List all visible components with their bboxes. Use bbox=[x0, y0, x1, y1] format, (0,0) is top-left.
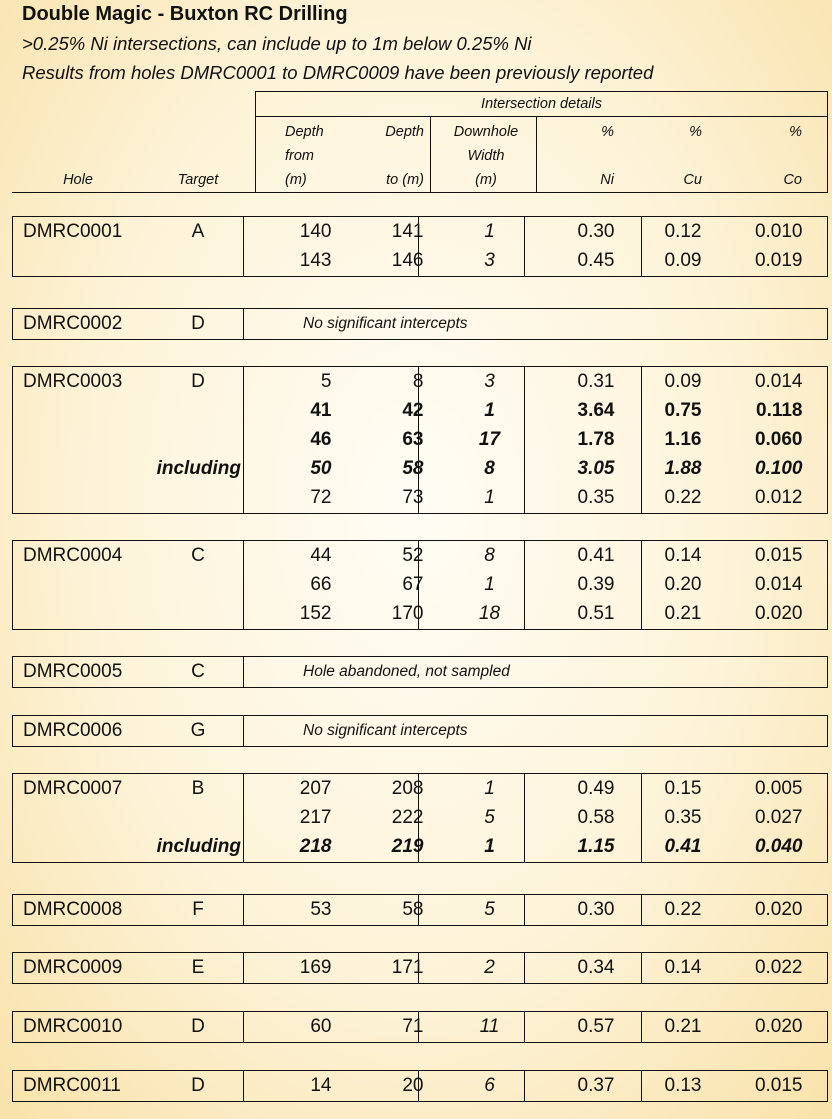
cell-from: 218 bbox=[299, 836, 332, 857]
cell-to: 219 bbox=[391, 836, 424, 857]
cell-cu: 0.09 bbox=[664, 250, 702, 271]
cell-ni: 3.64 bbox=[577, 400, 615, 421]
cell-ni: 0.30 bbox=[577, 899, 615, 920]
cell-from: 14 bbox=[310, 1075, 332, 1096]
cell-to: 67 bbox=[402, 574, 424, 595]
cell-to: 71 bbox=[402, 1016, 424, 1037]
cell-co: 0.060 bbox=[754, 429, 803, 450]
cell-cu: 0.09 bbox=[664, 371, 702, 392]
cell-cu: 1.16 bbox=[664, 429, 702, 450]
column-divider bbox=[524, 1071, 525, 1101]
cell-to: 73 bbox=[402, 487, 424, 508]
col-header-cu-2: Cu bbox=[683, 172, 702, 188]
cell-width: 1 bbox=[484, 574, 495, 595]
hole-id: DMRC0003 bbox=[23, 371, 123, 392]
cell-cu: 0.14 bbox=[664, 545, 702, 566]
cell-ni: 0.51 bbox=[577, 603, 615, 624]
status-note: No significant intercepts bbox=[303, 315, 468, 332]
column-divider bbox=[243, 1071, 244, 1101]
cell-cu: 0.22 bbox=[664, 487, 702, 508]
hole-group bbox=[12, 1070, 828, 1102]
cell-ni: 0.37 bbox=[577, 1075, 615, 1096]
column-divider bbox=[243, 774, 244, 862]
cell-from: 41 bbox=[310, 400, 332, 421]
column-divider bbox=[243, 657, 244, 687]
cell-to: 146 bbox=[391, 250, 424, 271]
col-header-to-1: Depth bbox=[385, 124, 424, 140]
cell-to: 170 bbox=[391, 603, 424, 624]
hole-id: DMRC0008 bbox=[23, 899, 123, 920]
cell-co: 0.014 bbox=[754, 574, 803, 595]
target: D bbox=[191, 1016, 205, 1037]
cell-to: 8 bbox=[412, 371, 424, 392]
hole-group bbox=[12, 308, 828, 340]
cell-width: 3 bbox=[484, 250, 495, 271]
cell-co: 0.040 bbox=[754, 836, 803, 857]
target: E bbox=[191, 957, 205, 978]
cell-from: 143 bbox=[299, 250, 332, 271]
header-divider-depth bbox=[430, 116, 431, 192]
cell-cu: 0.21 bbox=[664, 1016, 702, 1037]
column-divider bbox=[243, 1012, 244, 1042]
cell-from: 60 bbox=[310, 1016, 332, 1037]
cell-co: 0.020 bbox=[754, 899, 803, 920]
column-divider bbox=[524, 774, 525, 862]
column-divider bbox=[243, 716, 244, 746]
hole-group bbox=[12, 894, 828, 926]
cell-co: 0.015 bbox=[754, 545, 803, 566]
col-header-cu-1: % bbox=[689, 124, 702, 140]
cell-co: 0.010 bbox=[754, 221, 803, 242]
cell-width: 3 bbox=[484, 371, 495, 392]
cell-ni: 0.41 bbox=[577, 545, 615, 566]
hole-id: DMRC0011 bbox=[23, 1075, 121, 1096]
cell-co: 0.005 bbox=[754, 778, 803, 799]
including-label: including bbox=[156, 458, 241, 479]
hole-id: DMRC0001 bbox=[23, 221, 123, 242]
target: C bbox=[191, 545, 205, 566]
col-header-ni-2: Ni bbox=[600, 172, 614, 188]
column-divider bbox=[524, 367, 525, 513]
cell-from: 72 bbox=[310, 487, 332, 508]
header-bottom-rule bbox=[12, 192, 828, 193]
cell-width: 8 bbox=[484, 458, 495, 479]
cell-width: 6 bbox=[484, 1075, 495, 1096]
cell-cu: 0.41 bbox=[664, 836, 702, 857]
hole-id: DMRC0005 bbox=[23, 661, 123, 682]
cell-ni: 0.57 bbox=[577, 1016, 615, 1037]
target: D bbox=[191, 371, 205, 392]
cell-co: 0.022 bbox=[754, 957, 803, 978]
col-header-hole: Hole bbox=[63, 172, 93, 188]
cell-cu: 1.88 bbox=[664, 458, 702, 479]
cell-ni: 0.34 bbox=[577, 957, 615, 978]
target: F bbox=[192, 899, 204, 920]
cell-to: 58 bbox=[402, 899, 424, 920]
cell-to: 20 bbox=[402, 1075, 424, 1096]
hole-id: DMRC0010 bbox=[23, 1016, 123, 1037]
column-divider bbox=[524, 1012, 525, 1042]
intersection-details-divider bbox=[255, 116, 828, 117]
cell-width: 1 bbox=[484, 221, 495, 242]
cell-ni: 0.45 bbox=[577, 250, 615, 271]
cell-from: 46 bbox=[310, 429, 332, 450]
target: D bbox=[191, 1075, 205, 1096]
cell-co: 0.118 bbox=[756, 400, 803, 421]
hole-group bbox=[12, 656, 828, 688]
hole-group bbox=[12, 540, 828, 630]
cell-width: 2 bbox=[484, 957, 495, 978]
cell-to: 63 bbox=[402, 429, 424, 450]
column-divider bbox=[243, 217, 244, 276]
target: G bbox=[190, 720, 206, 741]
cell-cu: 0.21 bbox=[664, 603, 702, 624]
column-divider bbox=[243, 953, 244, 983]
col-header-to-2: to (m) bbox=[386, 172, 424, 188]
cell-width: 5 bbox=[484, 807, 495, 828]
col-header-co-1: % bbox=[789, 124, 802, 140]
cell-cu: 0.14 bbox=[664, 957, 702, 978]
col-header-from-1: Depth bbox=[285, 124, 324, 140]
subtitle-criteria: >0.25% Ni intersections, can include up to 1m below 0.25% Ni bbox=[22, 33, 532, 54]
column-divider bbox=[243, 367, 244, 513]
cell-co: 0.100 bbox=[754, 458, 803, 479]
cell-cu: 0.12 bbox=[664, 221, 702, 242]
status-note: No significant intercepts bbox=[303, 722, 468, 739]
cell-ni: 0.58 bbox=[577, 807, 615, 828]
cell-to: 141 bbox=[391, 221, 424, 242]
cell-width: 1 bbox=[484, 487, 495, 508]
hole-group bbox=[12, 1011, 828, 1043]
column-divider bbox=[524, 895, 525, 925]
column-divider bbox=[243, 895, 244, 925]
cell-co: 0.020 bbox=[754, 603, 803, 624]
cell-ni: 3.05 bbox=[577, 458, 615, 479]
hole-id: DMRC0009 bbox=[23, 957, 123, 978]
cell-from: 152 bbox=[299, 603, 332, 624]
hole-id: DMRC0004 bbox=[23, 545, 123, 566]
including-label: including bbox=[156, 836, 241, 857]
cell-cu: 0.35 bbox=[664, 807, 702, 828]
cell-from: 217 bbox=[299, 807, 332, 828]
cell-width: 17 bbox=[478, 429, 501, 450]
hole-group bbox=[12, 773, 828, 863]
cell-co: 0.027 bbox=[754, 807, 803, 828]
cell-co: 0.020 bbox=[754, 1016, 803, 1037]
column-divider bbox=[243, 309, 244, 339]
cell-from: 140 bbox=[299, 221, 332, 242]
cell-cu: 0.13 bbox=[664, 1075, 702, 1096]
cell-from: 66 bbox=[310, 574, 332, 595]
cell-cu: 0.15 bbox=[664, 778, 702, 799]
cell-cu: 0.20 bbox=[664, 574, 702, 595]
cell-co: 0.015 bbox=[754, 1075, 803, 1096]
cell-ni: 0.49 bbox=[577, 778, 615, 799]
column-divider bbox=[243, 541, 244, 629]
cell-ni: 1.78 bbox=[577, 429, 615, 450]
cell-width: 1 bbox=[484, 778, 495, 799]
cell-ni: 1.15 bbox=[577, 836, 615, 857]
cell-width: 8 bbox=[484, 545, 495, 566]
cell-co: 0.014 bbox=[754, 371, 803, 392]
cell-to: 171 bbox=[391, 957, 424, 978]
cell-co: 0.019 bbox=[754, 250, 803, 271]
status-note: Hole abandoned, not sampled bbox=[303, 663, 510, 680]
cell-co: 0.012 bbox=[754, 487, 803, 508]
intersection-details-label: Intersection details bbox=[481, 96, 602, 112]
column-divider bbox=[524, 953, 525, 983]
col-header-ni-1: % bbox=[601, 124, 614, 140]
cell-from: 207 bbox=[299, 778, 332, 799]
target: C bbox=[191, 661, 205, 682]
cell-cu: 0.22 bbox=[664, 899, 702, 920]
cell-to: 222 bbox=[391, 807, 424, 828]
hole-id: DMRC0007 bbox=[23, 778, 123, 799]
cell-width: 1 bbox=[484, 400, 495, 421]
col-header-target: Target bbox=[177, 172, 219, 188]
cell-from: 50 bbox=[310, 458, 332, 479]
col-header-from-3: (m) bbox=[285, 172, 307, 188]
subtitle-previous-results: Results from holes DMRC0001 to DMRC0009 have been previously reported bbox=[22, 62, 654, 83]
cell-ni: 0.39 bbox=[577, 574, 615, 595]
cell-width: 18 bbox=[478, 603, 501, 624]
col-header-width-3: (m) bbox=[475, 172, 497, 188]
cell-ni: 0.31 bbox=[577, 371, 615, 392]
hole-group bbox=[12, 952, 828, 984]
column-divider bbox=[524, 217, 525, 276]
cell-from: 53 bbox=[310, 899, 332, 920]
cell-width: 1 bbox=[484, 836, 495, 857]
cell-from: 5 bbox=[320, 371, 332, 392]
col-header-width-2: Width bbox=[467, 148, 505, 164]
cell-from: 44 bbox=[310, 545, 332, 566]
target: A bbox=[191, 221, 205, 242]
cell-to: 58 bbox=[402, 458, 424, 479]
cell-cu: 0.75 bbox=[664, 400, 702, 421]
cell-to: 208 bbox=[391, 778, 424, 799]
cell-to: 42 bbox=[402, 400, 424, 421]
column-divider bbox=[524, 541, 525, 629]
col-header-from-2: from bbox=[285, 148, 314, 164]
cell-width: 5 bbox=[484, 899, 495, 920]
target: B bbox=[191, 778, 205, 799]
cell-to: 52 bbox=[402, 545, 424, 566]
cell-ni: 0.30 bbox=[577, 221, 615, 242]
target: D bbox=[191, 313, 205, 334]
hole-group bbox=[12, 216, 828, 277]
hole-id: DMRC0002 bbox=[23, 313, 123, 334]
hole-id: DMRC0006 bbox=[23, 720, 123, 741]
cell-from: 169 bbox=[299, 957, 332, 978]
hole-group bbox=[12, 715, 828, 747]
cell-width: 11 bbox=[479, 1016, 500, 1037]
page-title: Double Magic - Buxton RC Drilling bbox=[22, 3, 348, 25]
col-header-co-2: Co bbox=[783, 172, 802, 188]
cell-ni: 0.35 bbox=[577, 487, 615, 508]
hole-group bbox=[12, 366, 828, 514]
col-header-width-1: Downhole bbox=[453, 124, 519, 140]
header-divider-width bbox=[536, 116, 537, 192]
